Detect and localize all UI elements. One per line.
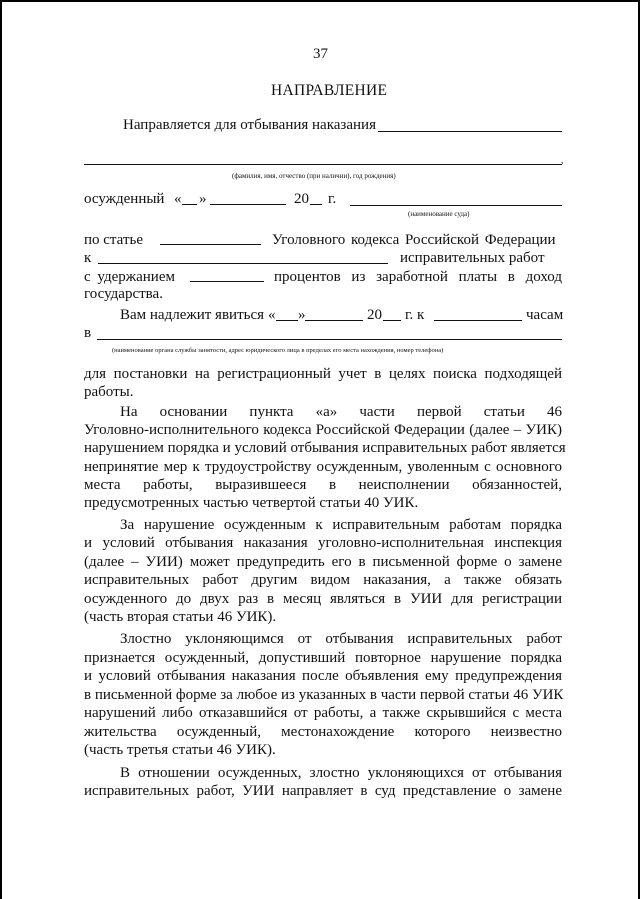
registration-line-1: для постановки на регистрационный учет в целях поиска подходящей: [84, 366, 562, 382]
year-suffix: г.: [328, 191, 337, 207]
hours-label: часам: [526, 307, 564, 323]
state-label: государства.: [84, 286, 163, 302]
open-quote: «: [174, 191, 182, 207]
appear-time-field[interactable]: [434, 320, 522, 321]
document-page: 37 НАПРАВЛЕНИЕ Направляется для отбывания наказания , (фамилия, имя, отчество (при наличии), год рождения) осужденный « » 20 г. (наименование суда) по статье Уголовного кодекса Российской Федерации к исправительных работ с удержанием процентов из заработной платы в доход государства. Вам надлежит явиться « » 20 г. к часам в (наименование органа службы занятости, адрес юридического лица в пределах его места нахождения, номер телефона) для постановки на регистрационный учет в целях поиска подходящей работы. На основании пункта «а» части первой статьи 46 Уголовно-исполнительного кодекса Российской Федерации (далее – УИК) нарушением порядка и условий отбывания исправительных работ является непринятие мер к трудоустройству осужденным, уволенным с основного места работы, выразившееся в неисполнении обязанностей, предусмотренных частью четвертой статьи 40 УИК. За нарушение осужденным к исправительным работам порядка и условий отбывания наказания уголовно-исполнительная инспекция (далее – УИИ) может предупредить его в письменной форме о замене исправительных работ другим видом наказания, а также обязать осужденного до двух раз в месяц являться в УИИ для регистрации (часть вторая статьи 46 УИК). Злостно уклоняющимся от отбывания исправительных работ признается осужденный, допустивший повторное нарушение порядка и условий отбывания наказания после объявления ему предупреждения в письменной форме за любое из указанных в части первой статьи 46 УИК нарушений либо отказавшийся от работы, а также скрывшийся с места жительства осужденный, местонахождение которого неизвестно (часть третья статьи 46 УИК). В отношении осужденных, злостно уклоняющихся от отбывания исправительных работ, УИИ направляет в суд представление о замене: [0, 0, 640, 899]
punishment-field[interactable]: [378, 131, 562, 132]
scan-border-top: [0, 0, 640, 2]
close-quote: »: [199, 191, 207, 207]
article-number-field[interactable]: [160, 244, 261, 245]
court-caption: (наименование суда): [408, 210, 470, 218]
year-prefix: 20: [294, 191, 309, 207]
appear-day-field[interactable]: [276, 320, 298, 321]
appear-close-quote: »: [298, 307, 306, 323]
to-k-label: к: [84, 250, 92, 266]
document-title: НАПРАВЛЕНИЕ: [271, 82, 388, 99]
employment-service-field[interactable]: [97, 339, 562, 340]
appear-month-field[interactable]: [305, 320, 363, 321]
convicted-label: осужденный: [84, 191, 165, 207]
name-caption: (фамилия, имя, отчество (при наличии), год рождения): [232, 172, 396, 180]
court-name-field[interactable]: [350, 205, 562, 206]
term-field[interactable]: [98, 263, 388, 264]
appear-year-field[interactable]: [383, 320, 401, 321]
sentence-day-field[interactable]: [182, 204, 197, 205]
at-k-label: г. к: [405, 307, 425, 323]
scan-border-left: [0, 0, 2, 899]
org-caption: (наименование органа службы занятости, адрес юридического лица в пределах его места нахождения, номер телефона): [112, 347, 444, 354]
to-v-label: в: [84, 325, 92, 341]
sent-to-serve-label: Направляется для отбывания наказания: [123, 117, 376, 133]
sentence-month-field[interactable]: [210, 204, 286, 205]
percent-text: процентов из заработной платы в доход: [274, 269, 562, 285]
sentence-year-field[interactable]: [310, 204, 322, 205]
deduction-label: с удержанием: [84, 269, 175, 285]
registration-line-2: работы.: [84, 384, 134, 400]
criminal-code-label: Уголовного кодекса Российской Федерации: [272, 232, 556, 248]
corrective-works-label: исправительных работ: [400, 250, 545, 266]
page-number: 37: [313, 46, 328, 62]
deduction-percent-field[interactable]: [190, 281, 264, 282]
convict-name-field[interactable]: [84, 164, 562, 165]
must-appear-label: Вам надлежит явиться: [120, 307, 265, 323]
by-article-label: по статье: [84, 232, 143, 248]
appear-open-quote: «: [268, 307, 276, 323]
appear-year-prefix: 20: [367, 307, 382, 323]
